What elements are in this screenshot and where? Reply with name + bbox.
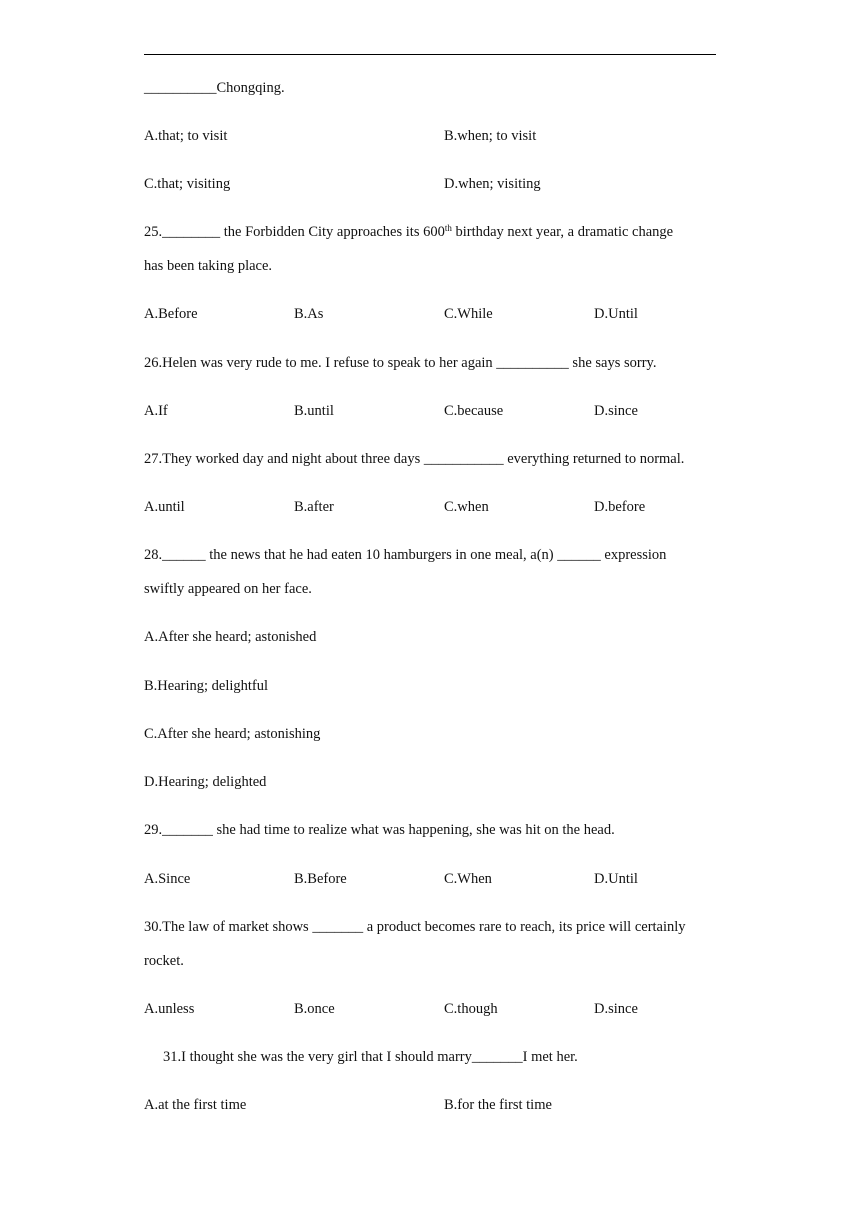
q29-option-b: B.Before: [294, 871, 347, 887]
q25-stem-text-b: birthday next year, a dramatic change: [451, 224, 674, 240]
q26-option-b: B.until: [294, 403, 334, 419]
q24-option-c: C.that; visiting: [144, 176, 231, 192]
q30-option-b: B.once: [294, 1001, 335, 1017]
q31-stem: 31.I thought she was the very girl that I should marry_______I met her.: [163, 1049, 578, 1065]
q24-option-d: D.when; visiting: [444, 176, 541, 192]
q27-option-b: B.after: [294, 499, 334, 515]
q30-stem: 30.The law of market shows _______ a product becomes rare to reach, its price will certainly: [144, 919, 686, 935]
q26-option-c: C.because: [444, 403, 504, 419]
q29-option-a: A.Since: [144, 871, 191, 887]
q25-stem-text-a: 25.________ the Forbidden City approaches its 600: [144, 224, 445, 240]
q28-option-b: B.Hearing; delightful: [144, 678, 269, 694]
q31-option-b: B.for the first time: [444, 1097, 552, 1113]
q25-stem-line2: has been taking place.: [144, 258, 273, 274]
q30-option-a: A.unless: [144, 1001, 195, 1017]
q25-option-a: A.Before: [144, 306, 198, 322]
q28-stem-line2: swiftly appeared on her face.: [144, 581, 312, 597]
q24-option-b: B.when; to visit: [444, 128, 537, 144]
q26-option-d: D.since: [594, 403, 638, 419]
q31-option-a: A.at the first time: [144, 1097, 247, 1113]
q26-stem: 26.Helen was very rude to me. I refuse to speak to her again __________ she says sorry.: [144, 355, 657, 371]
q25-option-d: D.Until: [594, 306, 638, 322]
q29-option-d: D.Until: [594, 871, 638, 887]
header-rule: [144, 54, 716, 55]
q25-option-c: C.While: [444, 306, 493, 322]
q28-option-a: A.After she heard; astonished: [144, 629, 317, 645]
q27-option-d: D.before: [594, 499, 646, 515]
q30-option-d: D.since: [594, 1001, 638, 1017]
q28-option-c: C.After she heard; astonishing: [144, 726, 321, 742]
q28-option-d: D.Hearing; delighted: [144, 774, 267, 790]
q27-option-a: A.until: [144, 499, 185, 515]
q24-stem-continuation: __________Chongqing.: [144, 80, 285, 96]
q30-stem-line2: rocket.: [144, 953, 184, 969]
q28-stem: 28.______ the news that he had eaten 10 hamburgers in one meal, a(n) ______ expression: [144, 547, 667, 563]
q24-option-a: A.that; to visit: [144, 128, 228, 144]
q26-option-a: A.If: [144, 403, 168, 419]
q25-stem: [144, 223, 673, 241]
q25-stem-superscript: th: [444, 223, 452, 233]
q29-option-c: C.When: [444, 871, 492, 887]
q27-stem: 27.They worked day and night about three days ___________ everything returned to normal.: [144, 451, 685, 467]
q25-option-b: B.As: [294, 306, 324, 322]
q29-stem: 29._______ she had time to realize what was happening, she was hit on the head.: [144, 822, 615, 838]
q30-option-c: C.though: [444, 1001, 498, 1017]
q27-option-c: C.when: [444, 499, 489, 515]
